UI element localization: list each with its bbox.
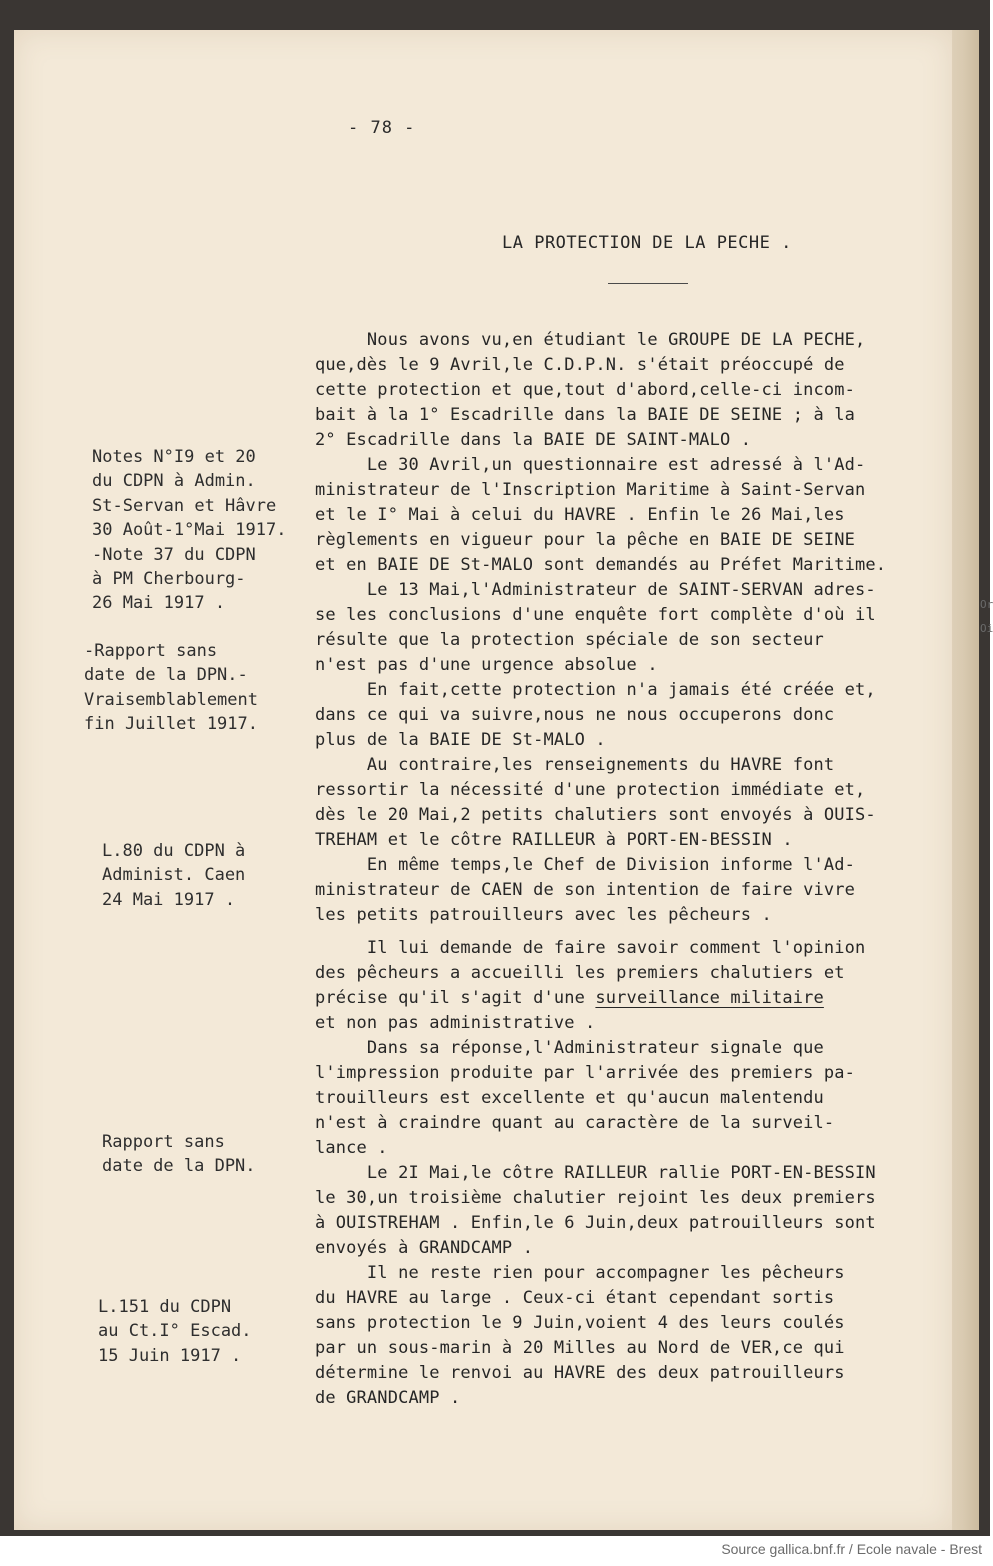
body-line: Au contraire,les renseignements du HAVRE font (315, 755, 835, 775)
body-line: par un sous-marin à 20 Milles au Nord de VER,ce qui (315, 1338, 845, 1358)
body-line: ministrateur de l'Inscription Maritime à Saint-Servan (315, 480, 866, 500)
body-line: du HAVRE au large . Ceux-ci étant cependant sortis (315, 1288, 835, 1308)
body-line: En fait,cette protection n'a jamais été créée et, (315, 680, 876, 700)
body-line: Il ne reste rien pour accompagner les pêcheurs (315, 1263, 845, 1283)
body-line: n'est à craindre quant au caractère de la surveil- (315, 1113, 835, 1133)
body-line: sans protection le 9 Juin,voient 4 des leurs coulés (315, 1313, 845, 1333)
body-line: cette protection et que,tout d'abord,celle-ci incom- (315, 380, 856, 400)
body-line: Le 2I Mai,le côtre RAILLEUR rallie PORT-EN-BESSIN (315, 1163, 876, 1183)
underlined-phrase: surveillance militaire (595, 988, 824, 1008)
margin-note-rapport-dpn-2: Rapport sans date de la DPN. (102, 1132, 256, 1177)
body-line: dans ce qui va suivre,nous ne nous occuperons donc (315, 705, 835, 725)
body-line: les petits patrouilleurs avec les pêcheurs . (315, 905, 772, 925)
body-line: lance . (315, 1138, 388, 1158)
body-line-text: précise qu'il s'agit d'une (315, 988, 596, 1008)
next-page-glyph: Or (980, 598, 993, 611)
body-line: détermine le renvoi au HAVRE des deux patrouilleurs (315, 1363, 845, 1383)
body-line: des pêcheurs a accueilli les premiers chalutiers et (315, 963, 845, 983)
body-line: 2° Escadrille dans la BAIE DE SAINT-MALO . (315, 430, 752, 450)
body-line: le 30,un troisième chalutier rejoint les deux premiers (315, 1188, 876, 1208)
page-number: - 78 - (348, 118, 416, 138)
body-line: et non pas administrative . (315, 1013, 596, 1033)
body-line: se les conclusions d'une enquête fort complète d'où il (315, 605, 876, 625)
title-underline (608, 283, 688, 284)
body-line: ministrateur de CAEN de son intention de faire vivre (315, 880, 856, 900)
body-line: trouilleurs est excellente et qu'aucun malentendu (315, 1088, 824, 1108)
body-line: bait à la 1° Escadrille dans la BAIE DE SEINE ; à la (315, 405, 856, 425)
margin-note-letter-80: L.80 du CDPN à Administ. Caen 24 Mai 1917 . (102, 841, 246, 910)
margin-note-letter-151: L.151 du CDPN au Ct.I° Escad. 15 Juin 1917 . (98, 1297, 252, 1366)
body-line: Nous avons vu,en étudiant le GROUPE DE LA PECHE, (315, 330, 866, 350)
body-line: Il lui demande de faire savoir comment l'opinion (315, 938, 866, 958)
body-line: TREHAM et le côtre RAILLEUR à PORT-EN-BESSIN . (315, 830, 793, 850)
body-line: envoyés à GRANDCAMP . (315, 1238, 534, 1258)
body-line (315, 988, 824, 1008)
body-line: ressortir la nécessité d'une protection immédiate et, (315, 780, 866, 800)
body-line: de GRANDCAMP . (315, 1388, 461, 1408)
body-line: Le 13 Mai,l'Administrateur de SAINT-SERVAN adres- (315, 580, 876, 600)
body-line: à OUISTREHAM . Enfin,le 6 Juin,deux patrouilleurs sont (315, 1213, 876, 1233)
body-line: plus de la BAIE DE St-MALO . (315, 730, 606, 750)
body-line: résulte que la protection spéciale de son secteur (315, 630, 824, 650)
body-line: En même temps,le Chef de Division informe l'Ad- (315, 855, 856, 875)
body-line: et le I° Mai à celui du HAVRE . Enfin le 26 Mai,les (315, 505, 845, 525)
body-line: Le 30 Avril,un questionnaire est adressé à l'Ad- (315, 455, 866, 475)
body-line: n'est pas d'une urgence absolue . (315, 655, 658, 675)
body-line: règlements en vigueur pour la pêche en BAIE DE SEINE (315, 530, 856, 550)
source-credit: Source gallica.bnf.fr / Ecole navale - Brest (721, 1541, 982, 1557)
body-line: Dans sa réponse,l'Administrateur signale que (315, 1038, 824, 1058)
body-line: et en BAIE DE St-MALO sont demandés au Préfet Maritime. (315, 555, 887, 575)
body-line: l'impression produite par l'arrivée des premiers pa- (315, 1063, 856, 1083)
body-line: que,dès le 9 Avril,le C.D.P.N. s'était préoccupé de (315, 355, 845, 375)
margin-note-notes-19-20: Notes N°I9 et 20 du CDPN à Admin. St-Servan et Hâvre 30 Août-1°Mai 1917. -Note 37 du CDPN à PM Cherbourg- 26 Mai 1917 . (92, 447, 287, 614)
body-line: dès le 20 Mai,2 petits chalutiers sont envoyés à OUIS- (315, 805, 876, 825)
margin-note-rapport-dpn-1: -Rapport sans date de la DPN.- Vraisemblablement fin Juillet 1917. (84, 641, 258, 735)
next-page-glyph: Oi (980, 622, 993, 635)
section-title: LA PROTECTION DE LA PECHE . (502, 233, 792, 253)
